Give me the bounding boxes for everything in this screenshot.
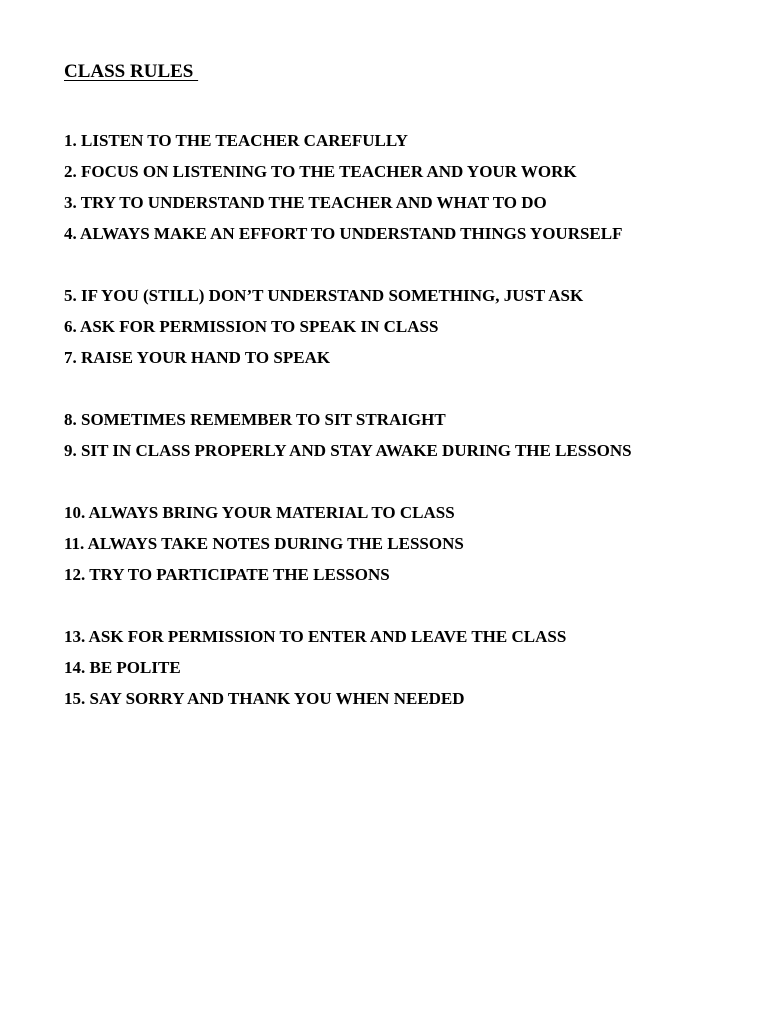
rule-item: 10. ALWAYS BRING YOUR MATERIAL TO CLASS [64, 503, 455, 522]
rule-group-1 [64, 125, 744, 249]
rules-list [64, 125, 744, 714]
rule-item: 15. SAY SORRY AND THANK YOU WHEN NEEDED [64, 689, 465, 708]
document-title: CLASS RULES [64, 61, 199, 82]
rule-item: 6. ASK FOR PERMISSION TO SPEAK IN CLASS [64, 317, 439, 336]
rule-item: 11. ALWAYS TAKE NOTES DURING THE LESSONS [64, 534, 464, 553]
rule-item: 14. BE POLITE [64, 658, 181, 677]
rule-group-4 [64, 497, 744, 590]
rule-item: 13. ASK FOR PERMISSION TO ENTER AND LEAVE THE CLASS [64, 627, 567, 646]
rule-item: 7. RAISE YOUR HAND TO SPEAK [64, 348, 331, 367]
rule-group-2 [64, 280, 744, 373]
rule-item: 4. ALWAYS MAKE AN EFFORT TO UNDERSTAND THINGS YOURSELF [64, 224, 623, 243]
rule-item: 12. TRY TO PARTICIPATE THE LESSONS [64, 565, 390, 584]
rule-group-5 [64, 621, 744, 714]
rule-item: 8. SOMETIMES REMEMBER TO SIT STRAIGHT [64, 410, 446, 429]
document-page [64, 58, 744, 745]
rule-item: 3. TRY TO UNDERSTAND THE TEACHER AND WHAT TO DO [64, 193, 547, 212]
rule-item: 1. LISTEN TO THE TEACHER CAREFULLY [64, 131, 408, 150]
rule-item: 2. FOCUS ON LISTENING TO THE TEACHER AND YOUR WORK [64, 162, 577, 181]
rule-group-3 [64, 404, 744, 466]
rule-item: 5. IF YOU (STILL) DON’T UNDERSTAND SOMETHING, JUST ASK [64, 286, 584, 305]
rule-item: 9. SIT IN CLASS PROPERLY AND STAY AWAKE DURING THE LESSONS [64, 441, 632, 460]
